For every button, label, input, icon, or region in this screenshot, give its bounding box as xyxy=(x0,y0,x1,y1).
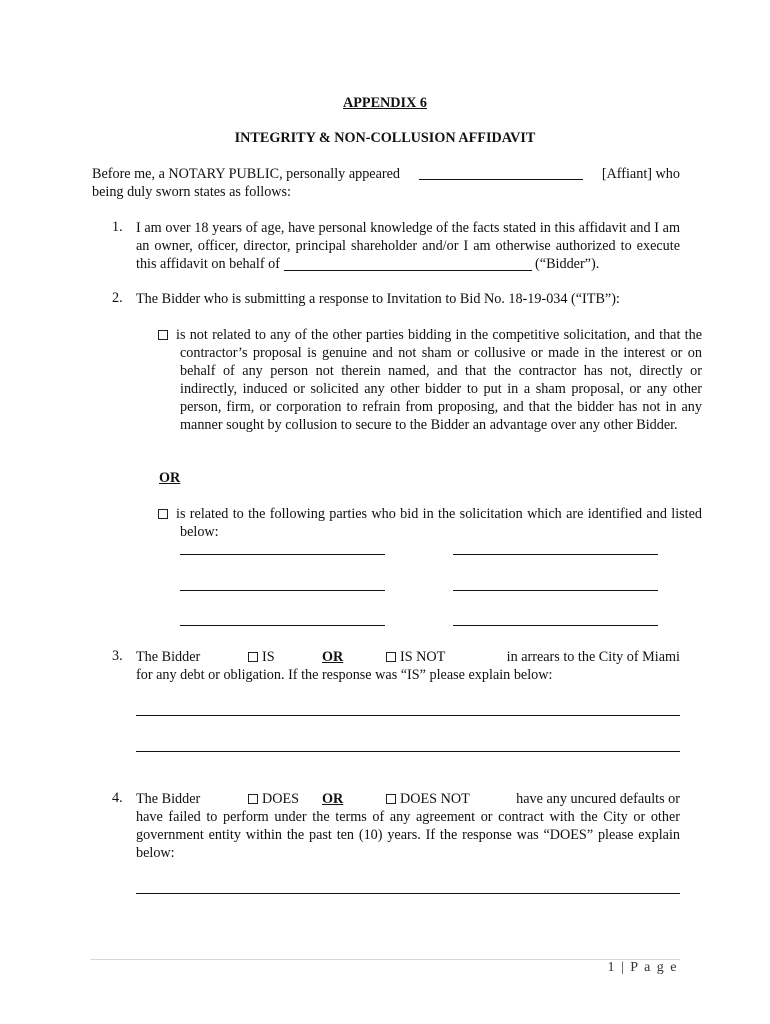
bidder-name-field[interactable] xyxy=(284,256,532,271)
appendix-heading: APPENDIX 6 xyxy=(343,95,427,111)
does-label: DOES xyxy=(262,791,300,807)
option-related xyxy=(158,505,702,541)
related-party-line-2a[interactable] xyxy=(180,590,385,591)
related-party-line-3a[interactable] xyxy=(180,625,385,626)
footer-divider xyxy=(90,959,680,960)
related-party-line-3b[interactable] xyxy=(453,625,658,626)
related-checkbox[interactable] xyxy=(158,509,168,519)
item3-lead: The Bidder xyxy=(136,649,201,665)
item4-lead: The Bidder xyxy=(136,791,201,807)
item3-number: 3. xyxy=(112,648,123,664)
item1-after: (“Bidder”). xyxy=(535,256,600,272)
arrears-explain-line-2[interactable] xyxy=(136,751,680,752)
does-not-checkbox[interactable] xyxy=(386,794,396,804)
item2-text: The Bidder who is submitting a response to Invitation to Bid No. 18-19-034 (“ITB”): xyxy=(136,291,620,307)
intro-before: Before me, a NOTARY PUBLIC, personally appeared xyxy=(92,166,401,182)
item4-number: 4. xyxy=(112,790,123,806)
item4-does-option xyxy=(248,790,299,808)
does-checkbox[interactable] xyxy=(248,794,258,804)
item1-number: 1. xyxy=(112,219,123,235)
not-related-text: is not related to any of the other parties bidding in the competitive solicitation, and that the contractor’s proposal is genuine and not sham or collusive or made in the interest or on behalf of any person not therein named, and that the contractor has not, directly or indirectly, induced or solicited any other bidder to put in a sham proposal, or any other person, firm, or corporation to refrain from proposing, and that the bidder has not in any manner sought by collusion to secure to the Bidder an advantage over any other Bidder. xyxy=(176,327,702,433)
item2-number: 2. xyxy=(112,290,123,306)
is-label: IS xyxy=(262,649,275,665)
item3-is-not-option xyxy=(386,648,445,666)
affidavit-title: INTEGRITY & NON-COLLUSION AFFIDAVIT xyxy=(234,130,536,146)
item3-tail: in arrears to the City of Miami xyxy=(506,649,680,665)
page-number: 1 | P a g e xyxy=(607,960,678,975)
related-party-line-1a[interactable] xyxy=(180,554,385,555)
item3-is-option xyxy=(248,648,275,666)
related-party-line-2b[interactable] xyxy=(453,590,658,591)
option-not-related xyxy=(158,326,702,434)
item1-text: I am over 18 years of age, have personal knowledge of the facts stated in this affidavit and I am an owner, officer, director, principal shareholder and/or I am otherwise authorized to execute this affidavit on behalf of xyxy=(136,220,680,272)
affiant-name-field[interactable] xyxy=(419,165,583,180)
is-not-label: IS NOT xyxy=(400,649,446,665)
related-text: is related to the following parties who bid in the solicitation which are identified and listed below: xyxy=(176,506,702,540)
does-not-label: DOES NOT xyxy=(400,791,470,807)
item1-paragraph xyxy=(136,219,680,273)
item4-does-not-option xyxy=(386,790,470,808)
item4-or-label: OR xyxy=(322,791,344,807)
related-party-line-1b[interactable] xyxy=(453,554,658,555)
intro-line2: being duly sworn states as follows: xyxy=(92,184,291,200)
is-not-checkbox[interactable] xyxy=(386,652,396,662)
item3-line2: for any debt or obligation. If the response was “IS” please explain below: xyxy=(136,667,553,683)
arrears-explain-line-1[interactable] xyxy=(136,715,680,716)
item3-or-label: OR xyxy=(322,649,344,665)
defaults-explain-line[interactable] xyxy=(136,893,680,894)
not-related-checkbox[interactable] xyxy=(158,330,168,340)
is-checkbox[interactable] xyxy=(248,652,258,662)
intro-paragraph xyxy=(92,165,680,201)
intro-after: [Affiant] who xyxy=(601,166,680,182)
item4-tail: have any uncured defaults or xyxy=(516,791,680,807)
item2-or-label: OR xyxy=(159,470,181,486)
item4-rest: have failed to perform under the terms of any agreement or contract with the City or other government entity within the past ten (10) years. If the response was “DOES” please explain below: xyxy=(136,809,680,861)
